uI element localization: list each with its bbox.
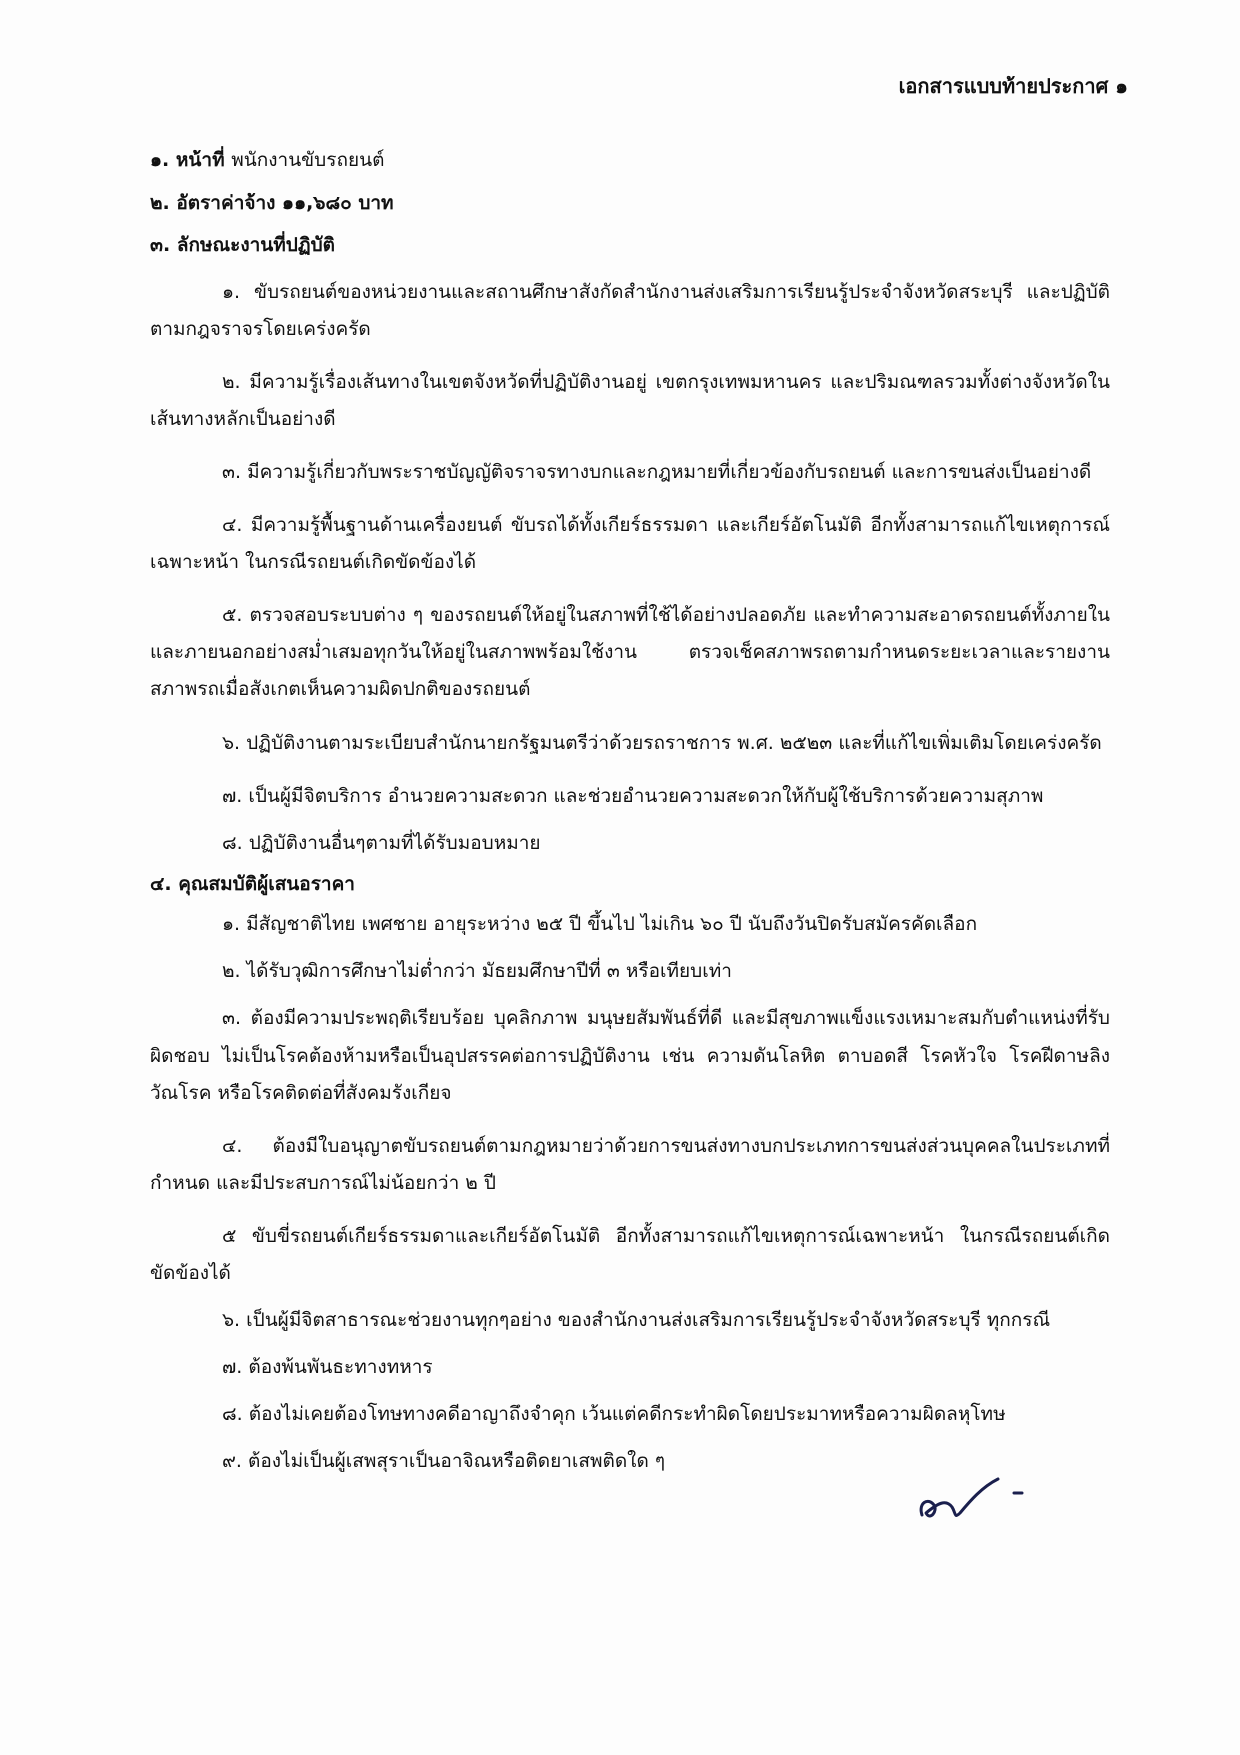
section-4-item-8: ๘. ต้องไม่เคยต้องโทษทางคดีอาญาถึงจำคุก เว้นแต่คดีกระทำผิดโดยประมาทหรือความผิดลหุโทษ: [222, 1402, 1006, 1425]
section-3-item-1: ๑. ขับรถยนต์ของหน่วยงานและสถานศึกษาสังกัดสำนักงานส่งเสริมการเรียนรู้ประจำจังหวัดสระบุรี และปฏิบัติตามกฎจราจรโดยเคร่งครัด: [150, 281, 1110, 341]
section-3-item-2: ๒. มีความรู้เรื่องเส้นทางในเขตจังหวัดที่ปฏิบัติงานอยู่ เขตกรุงเทพมหานคร และปริมณฑลรวมทั้งต่างจังหวัดในเส้นทางหลักเป็นอย่างดี: [150, 371, 1110, 431]
section-4-item-5: ๕ ขับขี่รถยนต์เกียร์ธรรมดาและเกียร์อัตโนมัติ อีกทั้งสามารถแก้ไขเหตุการณ์เฉพาะหน้า ในกรณีรถยนต์เกิดขัดข้องได้: [150, 1224, 1110, 1284]
signature-icon: [908, 1463, 1058, 1533]
section-4-item-4: ๔. ต้องมีใบอนุญาตขับรถยนต์ตามกฎหมายว่าด้วยการขนส่งทางบกประเภทการขนส่งส่วนบุคคลในประเภทที่กำหนด และมีประสบการณ์ไม่น้อยกว่า ๒ ปี: [150, 1134, 1110, 1194]
section-4-item-3: ๓. ต้องมีความประพฤติเรียบร้อย บุคลิกภาพ มนุษยสัมพันธ์ที่ดี และมีสุขภาพแข็งแรงเหมาะสมกับตำแหน่งที่รับผิดชอบ ไม่เป็นโรคต้องห้ามหรือเป็นอุปสรรคต่อการปฏิบัติงาน เช่น ความดันโลหิต ตาบอดสี โรคหัวใจ โรคฝีดาษลิง วัณโรค หรือโรคติดต่อที่สังคมรังเกียจ: [150, 1007, 1110, 1104]
section-4-item-6: ๖. เป็นผู้มีจิตสาธารณะช่วยงานทุกๆอย่าง ของสำนักงานส่งเสริมการเรียนรู้ประจำจังหวัดสระบุรี ทุกกรณี: [222, 1308, 1051, 1331]
section-2-heading: ๒. อัตราค่าจ้าง ๑๑,๖๘๐ บาท: [150, 191, 394, 214]
section-3-item-5: ๕. ตรวจสอบระบบต่าง ๆ ของรถยนต์ให้อยู่ในสภาพที่ใช้ได้อย่างปลอดภัย และทำความสะอาดรถยนต์ทั้งภายในและภายนอกอย่างสม่ำเสมอทุกวันให้อยู่ในสภาพพร้อมใช้งาน ตรวจเช็คสภาพรถตามกำหนดระยะเวลาและรายงานสภาพรถเมื่อสังเกตเห็นความผิดปกติของรถยนต์: [150, 604, 1110, 701]
section-1-value: พนักงานขับรถยนต์: [231, 149, 385, 171]
section-4-item-7: ๗. ต้องพ้นพันธะทางทหาร: [222, 1355, 433, 1378]
section-3-item-3: ๓. มีความรู้เกี่ยวกับพระราชบัญญัติจราจรทางบกและกฎหมายที่เกี่ยวข้องกับรถยนต์ และการขนส่งเป็นอย่างดี: [222, 461, 1092, 484]
section-4-item-1: ๑. มีสัญชาติไทย เพศชาย อายุระหว่าง ๒๕ ปี ขึ้นไป ไม่เกิน ๖๐ ปี นับถึงวันปิดรับสมัครคัดเลือก: [222, 913, 978, 936]
section-4-item-9: ๙. ต้องไม่เป็นผู้เสพสุราเป็นอาจิณหรือติดยาเสพติดใด ๆ: [222, 1449, 666, 1472]
document-body: [150, 148, 1110, 1480]
section-3-item-8: ๘. ปฏิบัติงานอื่นๆตามที่ได้รับมอบหมาย: [222, 831, 541, 854]
section-3-item-4: ๔. มีความรู้พื้นฐานด้านเครื่องยนต์ ขับรถได้ทั้งเกียร์ธรรมดา และเกียร์อัตโนมัติ อีกทั้งสามารถแก้ไขเหตุการณ์เฉพาะหน้า ในกรณีรถยนต์เกิดขัดข้องได้: [150, 514, 1110, 574]
section-4-heading: ๔. คุณสมบัติผู้เสนอราคา: [150, 872, 355, 895]
section-1-label: ๑. หน้าที่: [150, 149, 225, 171]
section-1-heading: [150, 148, 1110, 173]
section-3-item-7: ๗. เป็นผู้มีจิตบริการ อำนวยความสะดวก และช่วยอำนวยความสะดวกให้กับผู้ใช้บริการด้วยความสุภาพ: [222, 784, 1044, 807]
header-note: เอกสารแบบท้ายประกาศ ๑: [898, 74, 1128, 98]
section-3-heading: ๓. ลักษณะงานที่ปฏิบัติ: [150, 234, 335, 257]
section-3-item-6: ๖. ปฏิบัติงานตามระเบียบสำนักนายกรัฐมนตรีว่าด้วยรถราชการ พ.ศ. ๒๕๒๓ และที่แก้ไขเพิ่มเติมโดยเคร่งครัด: [222, 731, 1102, 754]
section-4-item-2: ๒. ได้รับวุฒิการศึกษาไม่ต่ำกว่า มัธยมศึกษาปีที่ ๓ หรือเทียบเท่า: [222, 960, 732, 983]
